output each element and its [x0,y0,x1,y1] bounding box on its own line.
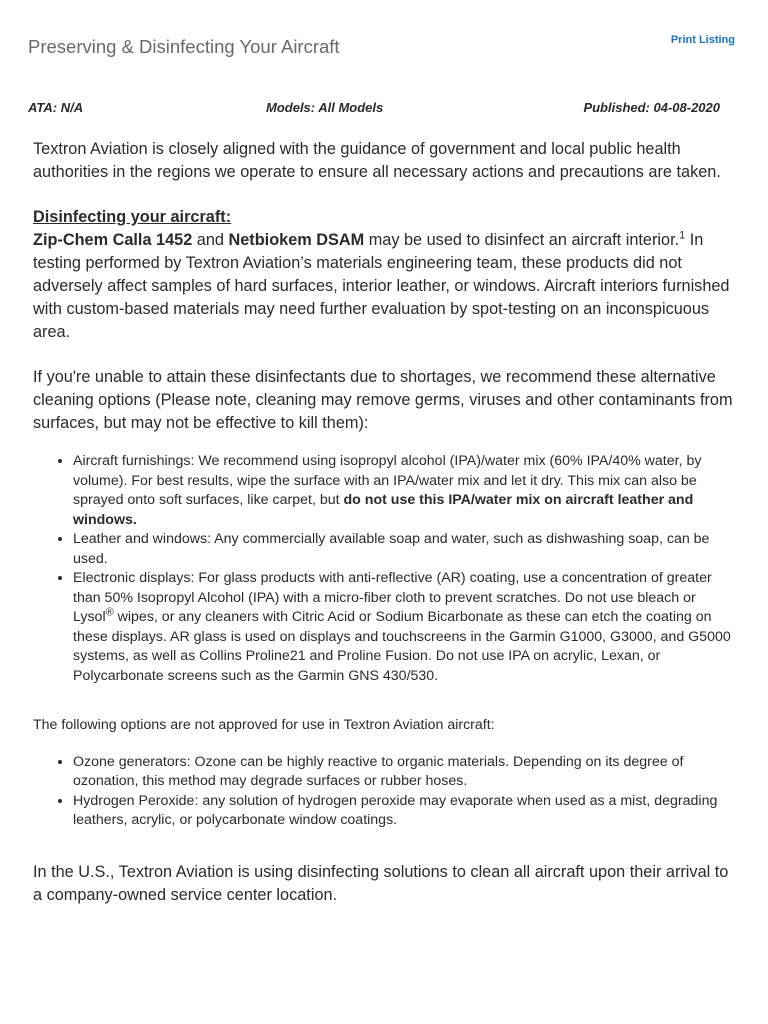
closing-paragraph: In the U.S., Textron Aviation is using disinfecting solutions to clean all aircraft upon their arrival to a company-owned service center location. [33,862,729,904]
product-zip-chem: Zip-Chem Calla 1452 [33,231,193,249]
published-date: Published: 04-08-2020 [583,100,720,115]
disinfecting-heading-text: Disinfecting your aircraft: [33,208,232,226]
disinfect-text-2: In testing performed by Textron Aviation’s materials engineering team, these products did not adversely affect samples of hard surfaces, interior leather, or windows. Aircraft interiors furnished with custom-based materials may need further evaluation by spot-testing on an inconspicuous area. [33,231,730,341]
list-item: • Leather and windows: Any commercially available soap and water, such as dishwashing soap, can be used. [73,530,733,569]
alternatives-intro: If you're unable to attain these disinfectants due to shortages, we recommend these alternative cleaning options (Please note, cleaning may remove germs, viruses and other contaminants from surfaces, but may not be effective to kill them): [33,368,733,432]
not-approved-list [33,753,733,831]
and-text: and [192,231,229,249]
alternatives-list [33,452,733,686]
displays-text-2: wipes, or any cleaners with Citric Acid or Sodium Bicarbonate as these can etch the coating on these displays. AR glass is used on displays and touchscreens in the Garmin G1000, G3000, and G5000 systems, as well as Collins Proline21 and Proline Fusion. Do not use IPA on acrylic, Lexan, or Polycarbonate screens such as the Garmin GNS 430/530. [73,609,731,684]
list-item [73,452,733,530]
intro-paragraph: Textron Aviation is closely aligned with the guidance of government and local public health authorities in the regions we operate to ensure all necessary actions and precautions are taken. [33,140,721,181]
furnishings-text: Aircraft furnishings: We recommend using isopropyl alcohol (IPA)/water mix (60% IPA/40% water, by volume). For best results, wipe the surface with an IPA/water mix and let it dry. This mix can also be sprayed onto soft surfaces, like carpet, but [73,453,702,508]
furnishings-warning: do not use this IPA/water mix on aircraft leather and windows. [73,492,694,528]
footnote-marker: 1 [679,229,686,242]
disinfecting-heading [33,206,733,229]
page-title: Preserving & Disinfecting Your Aircraft [28,36,340,57]
not-approved-intro: The following options are not approved for use in Textron Aviation aircraft: [33,717,495,733]
list-item: • Ozone generators: Ozone can be highly reactive to organic materials. Depending on its degree of ozonation, this method may degrade surfaces or rubber hoses. [73,753,733,792]
registered-mark: ® [105,606,114,619]
article-body [33,138,733,907]
list-item [73,569,733,686]
ata-label: ATA: N/A [28,100,84,115]
list-item: • Hydrogen Peroxide: any solution of hydrogen peroxide may evaporate when used as a mist, degrading leathers, acrylic, or polycarbonate window coatings. [73,792,733,831]
models-label: Models: All Models [266,100,384,115]
meta-row [28,100,720,118]
displays-text-1: Electronic displays: For glass products with anti-reflective (AR) coating, use a concentration of greater than 50% Isopropyl Alcohol (IPA) with a micro-fiber cloth to prevent scratches. Do not use bleach or Lysol [73,570,712,625]
print-listing-link[interactable]: Print Listing [670,34,735,46]
disinfecting-paragraph [33,229,733,344]
product-netbiokem: Netbiokem DSAM [228,231,365,249]
disinfect-text-1: may be used to disinfect an aircraft interior. [364,231,680,249]
